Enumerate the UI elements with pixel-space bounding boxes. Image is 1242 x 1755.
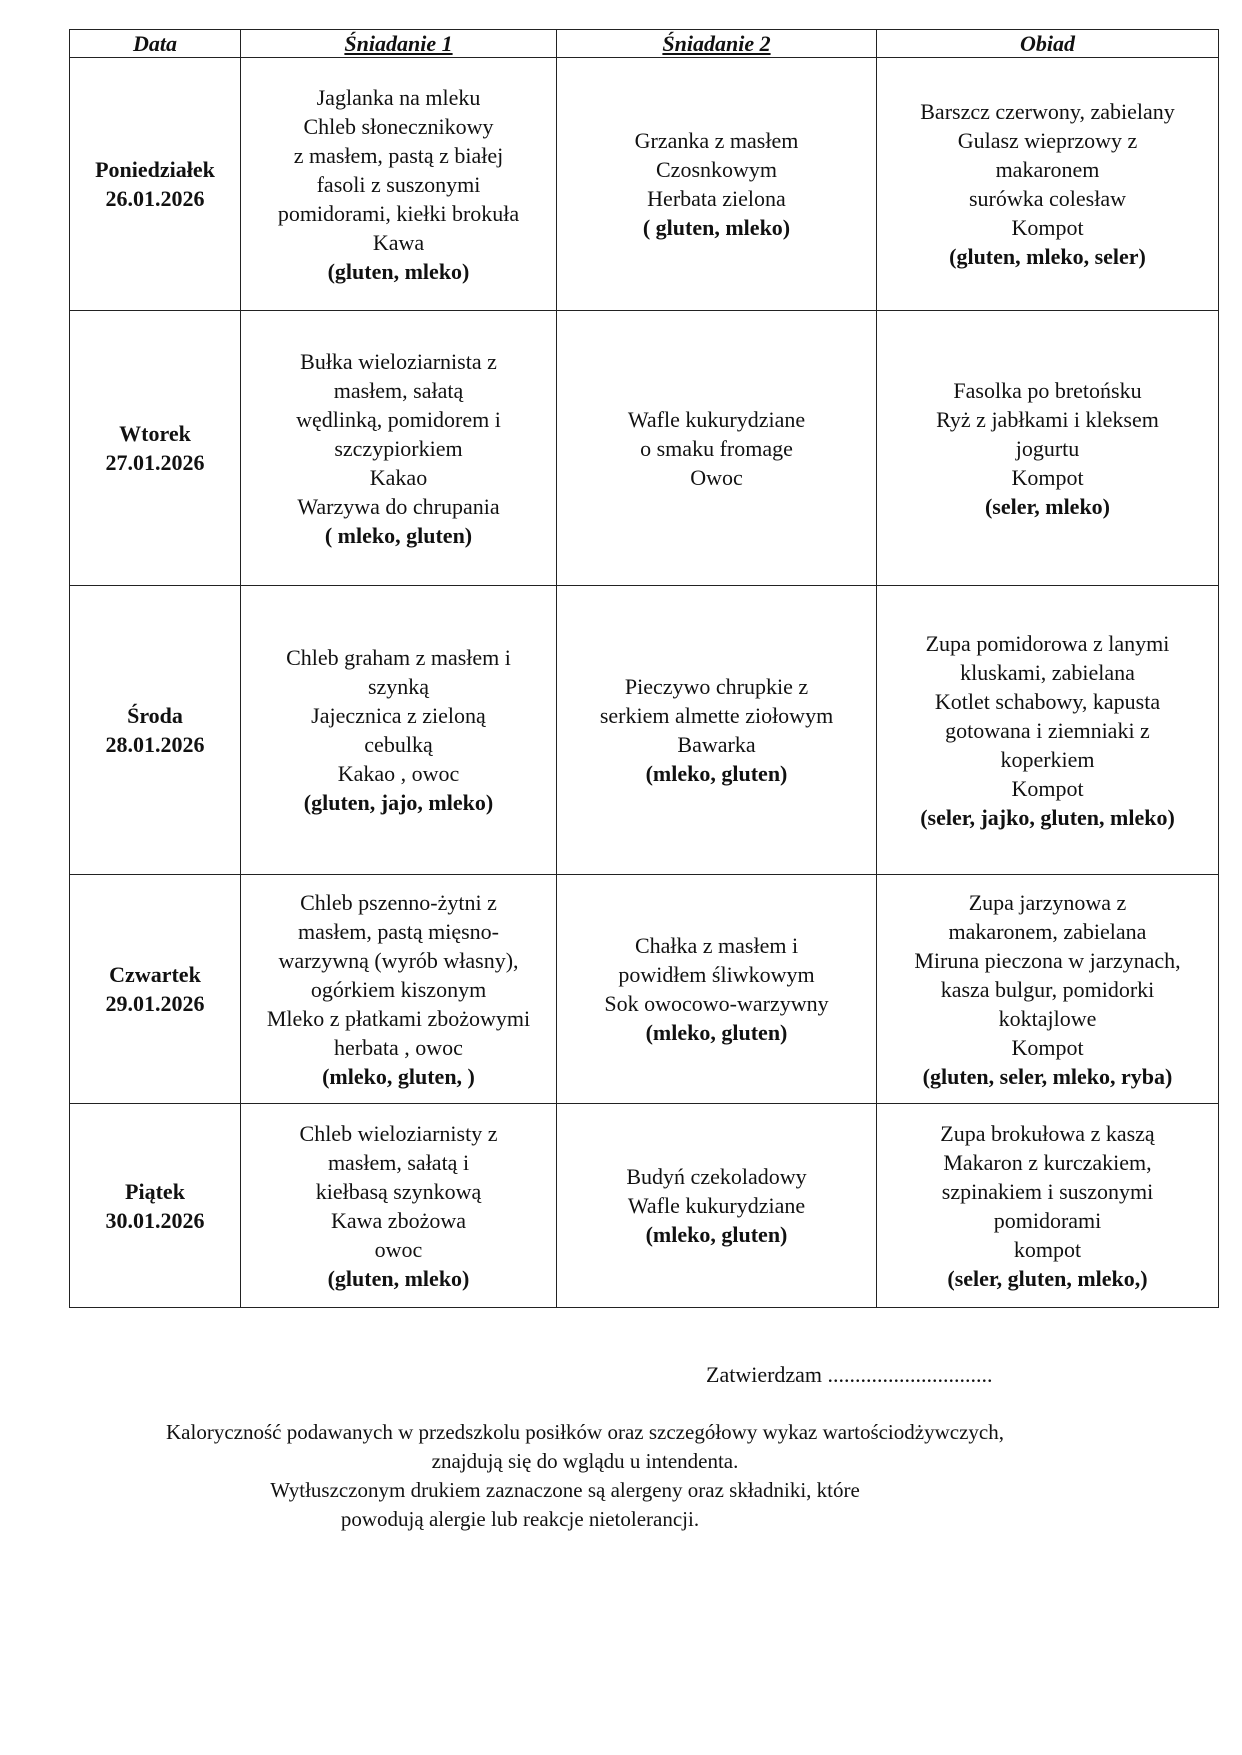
- dish-line: owoc: [374, 1236, 423, 1262]
- dish-line: ogórkiem kiszonym: [310, 976, 487, 1002]
- meal-cell-sniadanie1: [241, 586, 557, 875]
- dish-line: masłem, sałatą i: [327, 1149, 470, 1175]
- dish-line: Ryż z jabłkami i kleksem: [936, 406, 1159, 432]
- dish-line: Kompot: [1011, 775, 1084, 801]
- meal-cell-sniadanie2: [557, 311, 877, 586]
- dish-line: Chleb pszenno-żytni z: [300, 889, 497, 915]
- day-name: Piątek: [125, 1178, 185, 1204]
- footer-notes: [80, 1418, 1090, 1534]
- dish-line: kasza bulgur, pomidorki: [940, 976, 1155, 1002]
- allergens-label: (mleko, gluten): [645, 761, 788, 786]
- dish-line: Barszcz czerwony, zabielany: [920, 99, 1175, 124]
- table-row: [70, 586, 1219, 875]
- allergens-label: (seler, mleko): [984, 493, 1111, 519]
- dish-line: Bawarka: [677, 732, 756, 757]
- day-cell: [70, 1104, 241, 1308]
- dish-line: gotowana i ziemniaki z: [945, 717, 1150, 743]
- dish-line: kluskami, zabielana: [960, 659, 1135, 685]
- note-line: powodują alergie lub reakcje nietolerancji.: [340, 1507, 700, 1531]
- meal-cell-sniadanie2: [557, 875, 877, 1104]
- table-row: [70, 311, 1219, 586]
- allergens-label: (gluten, mleko): [327, 258, 470, 284]
- dish-line: Owoc: [690, 464, 743, 490]
- table-row: [70, 875, 1219, 1104]
- dish-line: Chleb słonecznikowy: [303, 113, 494, 139]
- day-cell: [70, 58, 241, 311]
- day-date: 27.01.2026: [105, 450, 205, 475]
- dish-line: Makaron z kurczakiem,: [943, 1149, 1152, 1175]
- allergens-label: (seler, gluten, mleko,): [947, 1265, 1148, 1291]
- dish-line: Sok owocowo-warzywny: [604, 991, 829, 1016]
- dish-line: szczypiorkiem: [334, 435, 463, 461]
- dish-line: Kawa: [372, 229, 425, 255]
- note-line: znajdują się do wglądu u intendenta.: [431, 1449, 739, 1473]
- meal-cell-obiad: [877, 58, 1219, 311]
- meal-cell-sniadanie2: [557, 58, 877, 311]
- dish-line: Zupa pomidorowa z lanymi: [925, 630, 1170, 656]
- dish-line: szynką: [367, 674, 430, 699]
- dish-line: surówka colesław: [968, 186, 1126, 211]
- dish-line: makaronem: [995, 157, 1100, 182]
- day-name: Poniedziałek: [95, 157, 215, 182]
- dish-line: Bułka wieloziarnista z: [300, 348, 497, 374]
- dish-line: serkiem almette ziołowym: [599, 703, 834, 728]
- dish-line: wędlinką, pomidorem i: [296, 406, 501, 432]
- dish-line: szpinakiem i suszonymi: [941, 1178, 1154, 1204]
- dish-line: Czosnkowym: [656, 157, 777, 182]
- header-date: Data: [70, 30, 241, 58]
- dish-line: Kompot: [1011, 1034, 1084, 1060]
- table-row: [70, 58, 1219, 311]
- day-cell: [70, 875, 241, 1104]
- dish-line: Kawa zbożowa: [331, 1207, 466, 1233]
- dish-line: Mleko z płatkami zbożowymi: [266, 1005, 531, 1031]
- menu-table: [69, 29, 1219, 1308]
- dish-line: jogurtu: [1015, 435, 1080, 461]
- dish-line: fasoli z suszonymi: [316, 171, 481, 197]
- dish-line: makaronem, zabielana: [948, 918, 1147, 944]
- allergens-label: ( gluten, mleko): [642, 215, 791, 240]
- dish-line: pomidorami, kiełki brokuła: [277, 200, 520, 226]
- dish-line: Budyń czekoladowy: [626, 1164, 807, 1189]
- dish-line: Kompot: [1011, 464, 1084, 490]
- allergens-label: (mleko, gluten, ): [322, 1063, 475, 1089]
- dish-line: Wafle kukurydziane: [627, 1193, 806, 1218]
- dish-line: Kompot: [1011, 215, 1084, 240]
- dish-line: warzywną (wyrób własny),: [278, 947, 519, 973]
- header-obiad: Obiad: [877, 30, 1219, 58]
- dish-line: Pieczywo chrupkie z: [624, 674, 809, 699]
- meal-cell-sniadanie1: [241, 1104, 557, 1308]
- dish-line: koperkiem: [1000, 746, 1095, 772]
- dish-line: masłem, sałatą: [333, 377, 464, 403]
- allergens-label: (gluten, mleko, seler): [949, 244, 1146, 269]
- day-date: 30.01.2026: [105, 1207, 205, 1233]
- meal-cell-sniadanie2: [557, 1104, 877, 1308]
- dish-line: Chleb graham z masłem i: [286, 645, 511, 670]
- dish-line: kompot: [1013, 1236, 1082, 1262]
- meal-cell-sniadanie1: [241, 58, 557, 311]
- meal-cell-sniadanie2: [557, 586, 877, 875]
- note-line: Wytłuszczonym drukiem zaznaczone są alergeny oraz składniki, które: [270, 1478, 860, 1502]
- dish-line: Grzanka z masłem: [634, 128, 799, 153]
- dish-line: Fasolka po bretońsku: [953, 377, 1142, 403]
- day-cell: [70, 586, 241, 875]
- dish-line: powidłem śliwkowym: [618, 962, 815, 987]
- table-row: [70, 1104, 1219, 1308]
- day-date: 29.01.2026: [105, 991, 205, 1016]
- meal-cell-obiad: [877, 1104, 1219, 1308]
- note-line: Kaloryczność podawanych w przedszkolu posiłków oraz szczegółowy wykaz wartościodżywczych,: [166, 1420, 1004, 1444]
- header-sniadanie-1: Śniadanie 1: [241, 30, 557, 58]
- allergens-label: (gluten, mleko): [327, 1265, 470, 1291]
- allergens-label: (gluten, jajo, mleko): [303, 790, 494, 815]
- dish-line: Kakao , owoc: [337, 761, 460, 786]
- meal-cell-sniadanie1: [241, 311, 557, 586]
- meal-cell-obiad: [877, 311, 1219, 586]
- dish-line: Zupa jarzynowa z: [968, 889, 1127, 915]
- dish-line: masłem, pastą mięsno-: [297, 918, 499, 944]
- header-sniadanie-2: Śniadanie 2: [557, 30, 877, 58]
- dish-line: z masłem, pastą z białej: [293, 142, 504, 168]
- header-row: [70, 30, 1219, 58]
- dish-line: herbata , owoc: [334, 1034, 463, 1060]
- dish-line: Gulasz wieprzowy z: [957, 128, 1138, 153]
- dish-line: Zupa brokułowa z kaszą: [940, 1120, 1155, 1146]
- allergens-label: (seler, jajko, gluten, mleko): [920, 804, 1175, 830]
- dish-line: Chleb wieloziarnisty z: [299, 1120, 498, 1146]
- dish-line: Kotlet schabowy, kapusta: [934, 688, 1161, 714]
- dish-line: Chałka z masłem i: [634, 933, 799, 958]
- day-name: Czwartek: [109, 962, 201, 987]
- dish-line: Jaglanka na mleku: [316, 84, 481, 110]
- dish-line: Jajecznica z zieloną: [311, 703, 486, 728]
- meal-cell-obiad: [877, 586, 1219, 875]
- day-date: 28.01.2026: [105, 732, 205, 757]
- day-name: Środa: [127, 703, 183, 728]
- dish-line: o smaku fromage: [640, 435, 793, 461]
- dish-line: Warzywa do chrupania: [297, 493, 500, 519]
- dish-line: pomidorami: [993, 1207, 1102, 1233]
- dish-line: cebulką: [364, 732, 433, 757]
- allergens-label: (gluten, seler, mleko, ryba): [922, 1063, 1173, 1089]
- dish-line: koktajlowe: [998, 1005, 1097, 1031]
- allergens-label: (mleko, gluten): [645, 1222, 788, 1247]
- day-name: Wtorek: [119, 421, 191, 446]
- meal-cell-obiad: [877, 875, 1219, 1104]
- dish-line: Kakao: [369, 464, 428, 490]
- allergens-label: (mleko, gluten): [645, 1020, 788, 1045]
- approval-signature-line: Zatwierdzam ..............................: [706, 1362, 993, 1387]
- day-cell: [70, 311, 241, 586]
- allergens-label: ( mleko, gluten): [324, 522, 473, 548]
- meal-cell-sniadanie1: [241, 875, 557, 1104]
- dish-line: Wafle kukurydziane: [627, 406, 806, 432]
- dish-line: Herbata zielona: [647, 186, 786, 211]
- day-date: 26.01.2026: [105, 186, 205, 211]
- dish-line: kiełbasą szynkową: [315, 1178, 482, 1204]
- dish-line: Miruna pieczona w jarzynach,: [914, 947, 1181, 973]
